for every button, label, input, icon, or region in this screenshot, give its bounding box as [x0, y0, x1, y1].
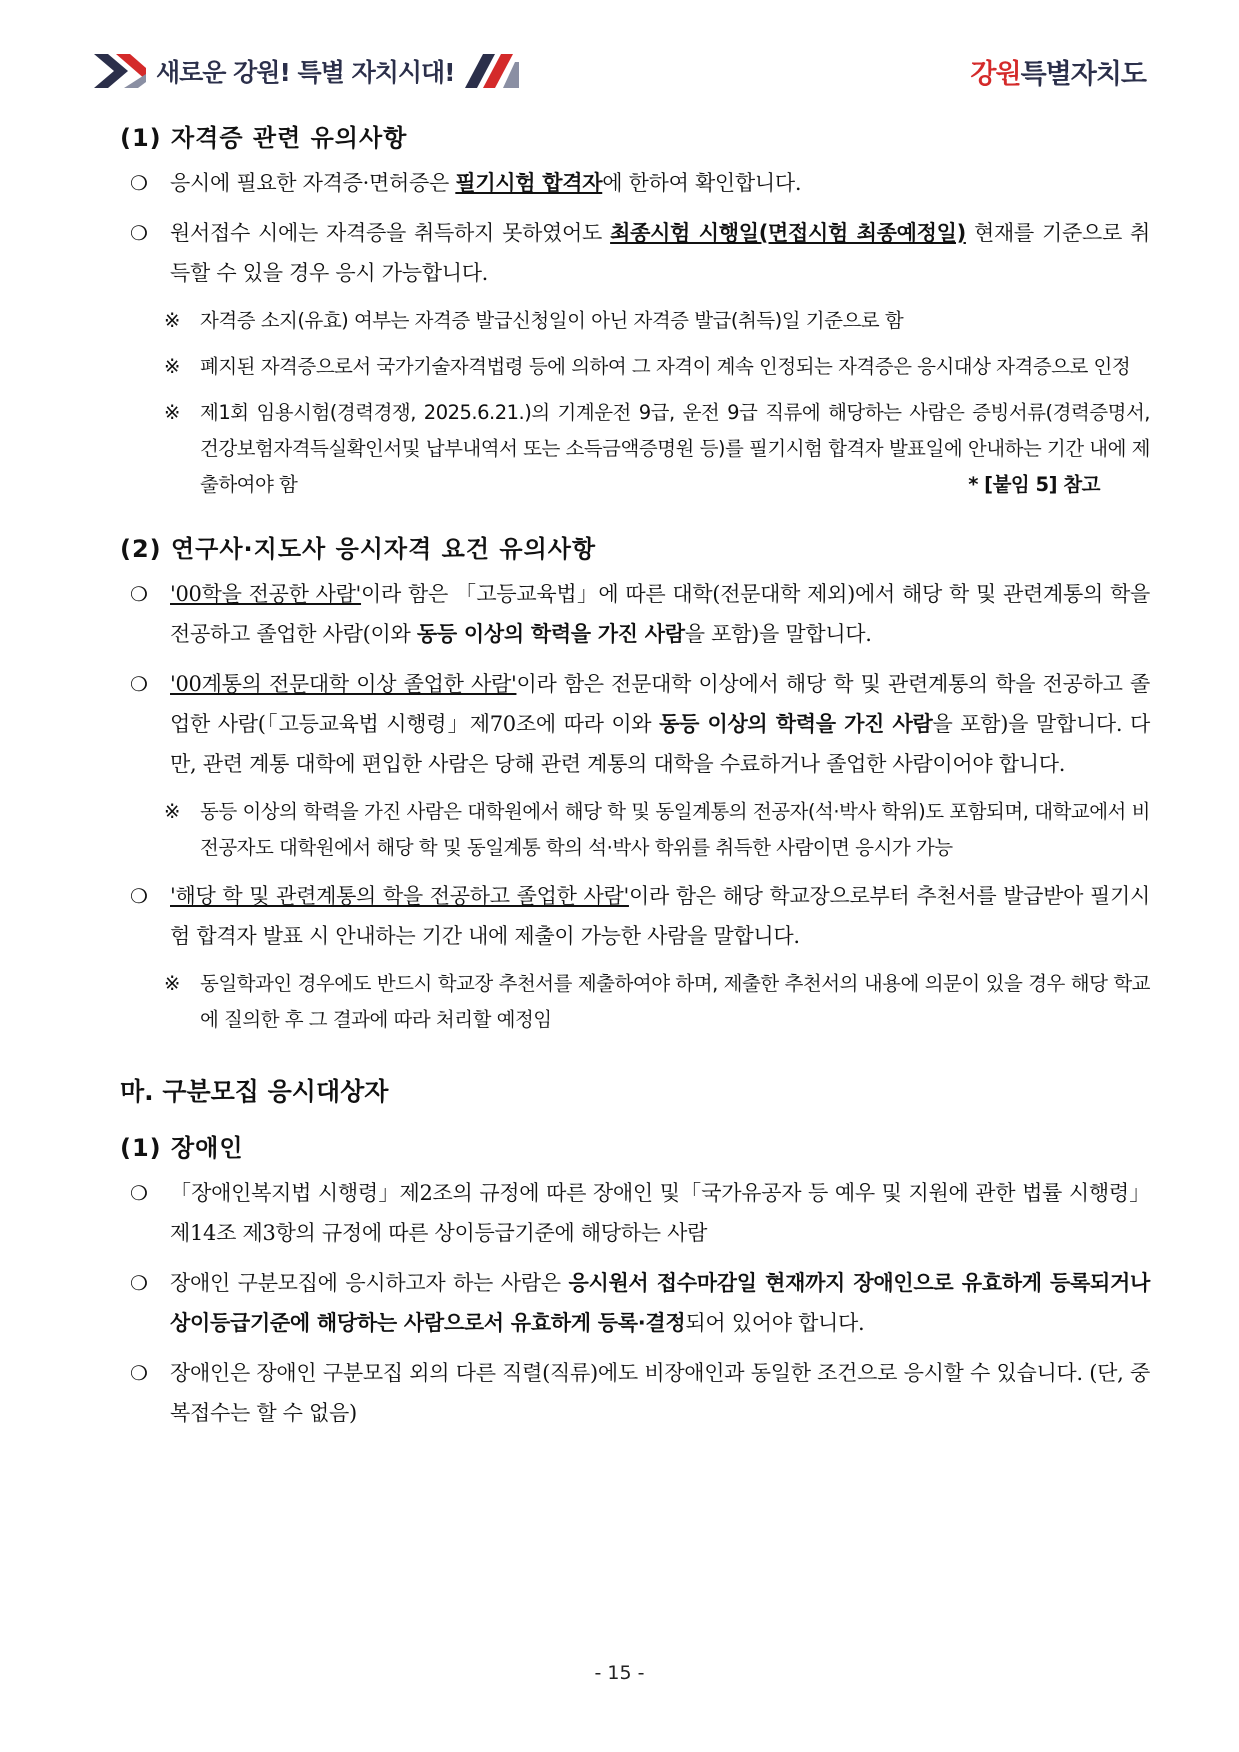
bullet-circle-icon: ❍: [130, 171, 148, 195]
section-1-title: (1) 자격증 관련 유의사항: [120, 124, 408, 152]
section-3-title: 마. 구분모집 응시대상자: [120, 1077, 389, 1106]
note-item: ※ 동일학과인 경우에도 반드시 학교장 추천서를 제출하여야 하며, 제출한 추천서의 내용에 의문이 있을 경우 해당 학교에 질의한 후 그 결과에 따라 처리할 예정임: [120, 966, 1150, 1038]
brand-logo-part1: 강원: [970, 59, 1021, 90]
page-header: [94, 50, 1146, 92]
reference-mark-icon: ※: [164, 309, 180, 332]
page-number: - 15 -: [594, 1662, 645, 1684]
note-item: ※ 동등 이상의 학력을 가진 사람은 대학원에서 해당 학 및 동일계통의 전공자(석·박사 학위)도 포함되며, 대학교에서 비전공자도 대학원에서 해당 학 및 동일계통 학의 석·박사 학위를 취득한 사람이면 응시가 가능: [120, 794, 1150, 866]
brand-logo: [970, 52, 1146, 91]
reference-mark-icon: ※: [164, 401, 180, 424]
bullet-circle-icon: ❍: [130, 672, 148, 696]
slogan-left-stripes-icon: [94, 54, 146, 88]
list-item: ❍ 원서접수 시에는 자격증을 취득하지 못하였어도 최종시험 시행일(면접시험 최종예정일) 현재를 기준으로 취득할 수 있을 경우 응시 가능합니다.: [120, 213, 1150, 293]
list-item: ❍ 「장애인복지법 시행령」제2조의 규정에 따른 장애인 및「국가유공자 등 예우 및 지원에 관한 법률 시행령」제14조 제3항의 규정에 따른 상이등급기준에 해당하는 사람: [120, 1173, 1150, 1253]
slogan-text: 새로운 강원! 특별 자치시대!: [156, 58, 455, 87]
list-item: ❍ 장애인 구분모집에 응시하고자 하는 사람은 응시원서 접수마감일 현재까지 장애인으로 유효하게 등록되거나 상이등급기준에 해당하는 사람으로서 유효하게 등록·결정되어 있어야 합니다.: [120, 1263, 1150, 1343]
note-item: ※ 폐지된 자격증으로서 국가기술자격법령 등에 의하여 그 자격이 계속 인정되는 자격증은 응시대상 자격증으로 인정: [120, 349, 1150, 385]
document-body: [120, 118, 1150, 1443]
list-item: ❍ '00학을 전공한 사람'이라 함은 「고등교육법」에 따른 대학(전문대학 제외)에서 해당 학 및 관련계통의 학을 전공하고 졸업한 사람(이와 동등 이상의 학력을 가진 사람을 포함)을 말합니다.: [120, 574, 1150, 654]
bullet-circle-icon: ❍: [130, 1271, 148, 1295]
section-3-subtitle: (1) 장애인: [120, 1134, 244, 1162]
bullet-circle-icon: ❍: [130, 582, 148, 606]
list-item: ❍ '해당 학 및 관련계통의 학을 전공하고 졸업한 사람'이라 함은 해당 학교장으로부터 추천서를 발급받아 필기시험 합격자 발표 시 안내하는 기간 내에 제출이 가능한 사람을 말합니다.: [120, 876, 1150, 956]
list-item: ❍ 응시에 필요한 자격증·면허증은 필기시험 합격자에 한하여 확인합니다.: [120, 163, 1150, 203]
reference-mark-icon: ※: [164, 355, 180, 378]
attachment-reference: * [붙임 5] 참고: [968, 473, 1100, 496]
note-item: ※ 제1회 임용시험(경력경쟁, 2025.6.21.)의 기계운전 9급, 운전 9급 직류에 해당하는 사람은 증빙서류(경력증명서, 건강보험자격득실확인서및 납부내역서 또는 소득금액증명원 등)를 필기시험 합격자 발표일에 안내하는 기간 내에 제출하여야 함 * [붙임 5] 참고: [120, 395, 1150, 503]
slogan-right-stripes-icon: [465, 54, 519, 88]
slogan: [94, 50, 519, 92]
reference-mark-icon: ※: [164, 800, 180, 823]
reference-mark-icon: ※: [164, 972, 180, 995]
list-item: ❍ 장애인은 장애인 구분모집 외의 다른 직렬(직류)에도 비장애인과 동일한 조건으로 응시할 수 있습니다. (단, 중복접수는 할 수 없음): [120, 1353, 1150, 1433]
bullet-circle-icon: ❍: [130, 1361, 148, 1385]
bullet-circle-icon: ❍: [130, 884, 148, 908]
bullet-circle-icon: ❍: [130, 221, 148, 245]
list-item: ❍ '00계통의 전문대학 이상 졸업한 사람'이라 함은 전문대학 이상에서 해당 학 및 관련계통의 학을 전공하고 졸업한 사람(「고등교육법 시행령」제70조에 따라 이와 동등 이상의 학력을 가진 사람을 포함)을 말합니다. 다만, 관련 계통 대학에 편입한 사람은 당해 관련 계통의 대학을 수료하거나 졸업한 사람이어야 합니다.: [120, 664, 1150, 784]
section-2-title: (2) 연구사·지도사 응시자격 요건 유의사항: [120, 535, 597, 563]
bullet-circle-icon: ❍: [130, 1181, 148, 1205]
brand-logo-part2: 특별자치도: [1020, 59, 1146, 90]
note-item: ※ 자격증 소지(유효) 여부는 자격증 발급신청일이 아닌 자격증 발급(취득)일 기준으로 함: [120, 303, 1150, 339]
